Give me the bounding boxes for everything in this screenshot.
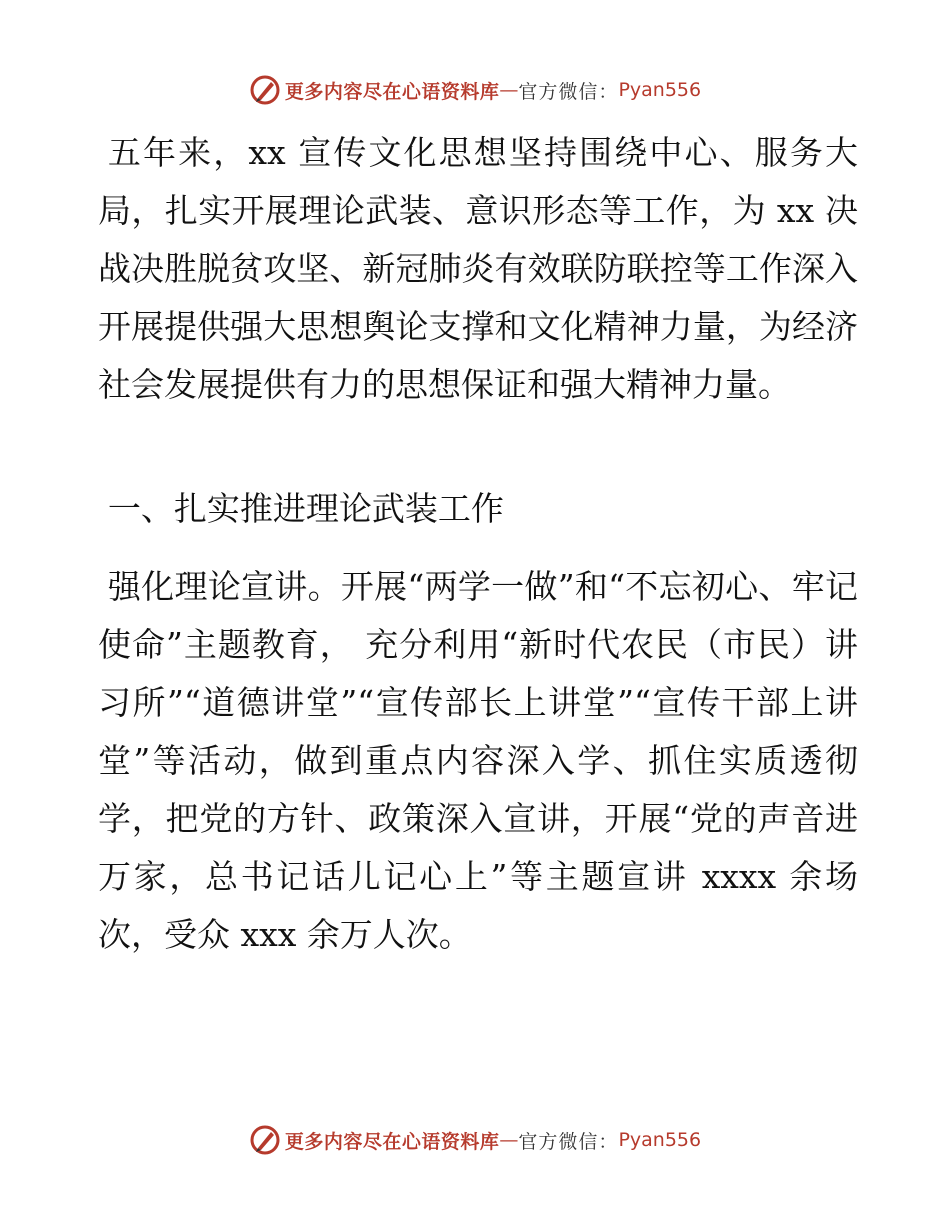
document-body [98, 124, 858, 964]
watermark-header [0, 72, 950, 108]
watermark-separator: — [499, 1129, 519, 1151]
watermark-footer [0, 1122, 950, 1158]
watermark-official-text: 官方微信： [518, 80, 619, 103]
section-heading: 一、扎实推进理论武装工作 [107, 489, 504, 528]
watermark-main-text: 更多内容尽在心语资料库 [284, 80, 500, 103]
watermark-main-text: 更多内容尽在心语资料库 [284, 1130, 500, 1153]
pen-logo-icon [249, 1124, 281, 1156]
paragraph-intro: 五年来，xx 宣传文化思想坚持围绕中心、服务大局，扎实开展理论武装、意识形态等工作，为 xx 决战决胜脱贫攻坚、新冠肺炎有效联防联控等工作深入开展提供强大思想舆论支撑和文化精神力量，为经济社会发展提供有力的思想保证和强大精神力量。 [98, 133, 858, 404]
watermark-wechat-id: Pyan556 [618, 79, 702, 101]
pen-logo-icon [249, 74, 281, 106]
paragraph-theory-lectures: 强化理论宣讲。开展“两学一做”和“不忘初心、牢记使命”主题教育， 充分利用“新时代农民（市民）讲习所”“道德讲堂”“宣传部长上讲堂”“宣传干部上讲堂”等活动，做到重点内容深入学、抓住实质透彻学，把党的方针、政策深入宣讲，开展“党的声音进万家，总书记话儿记心上”等主题宣讲 xxxx 余场次，受众 xxx 余万人次。 [98, 567, 858, 954]
watermark-official-text: 官方微信： [518, 1130, 619, 1153]
watermark-separator: — [499, 79, 519, 101]
watermark-wechat-id: Pyan556 [618, 1129, 702, 1151]
